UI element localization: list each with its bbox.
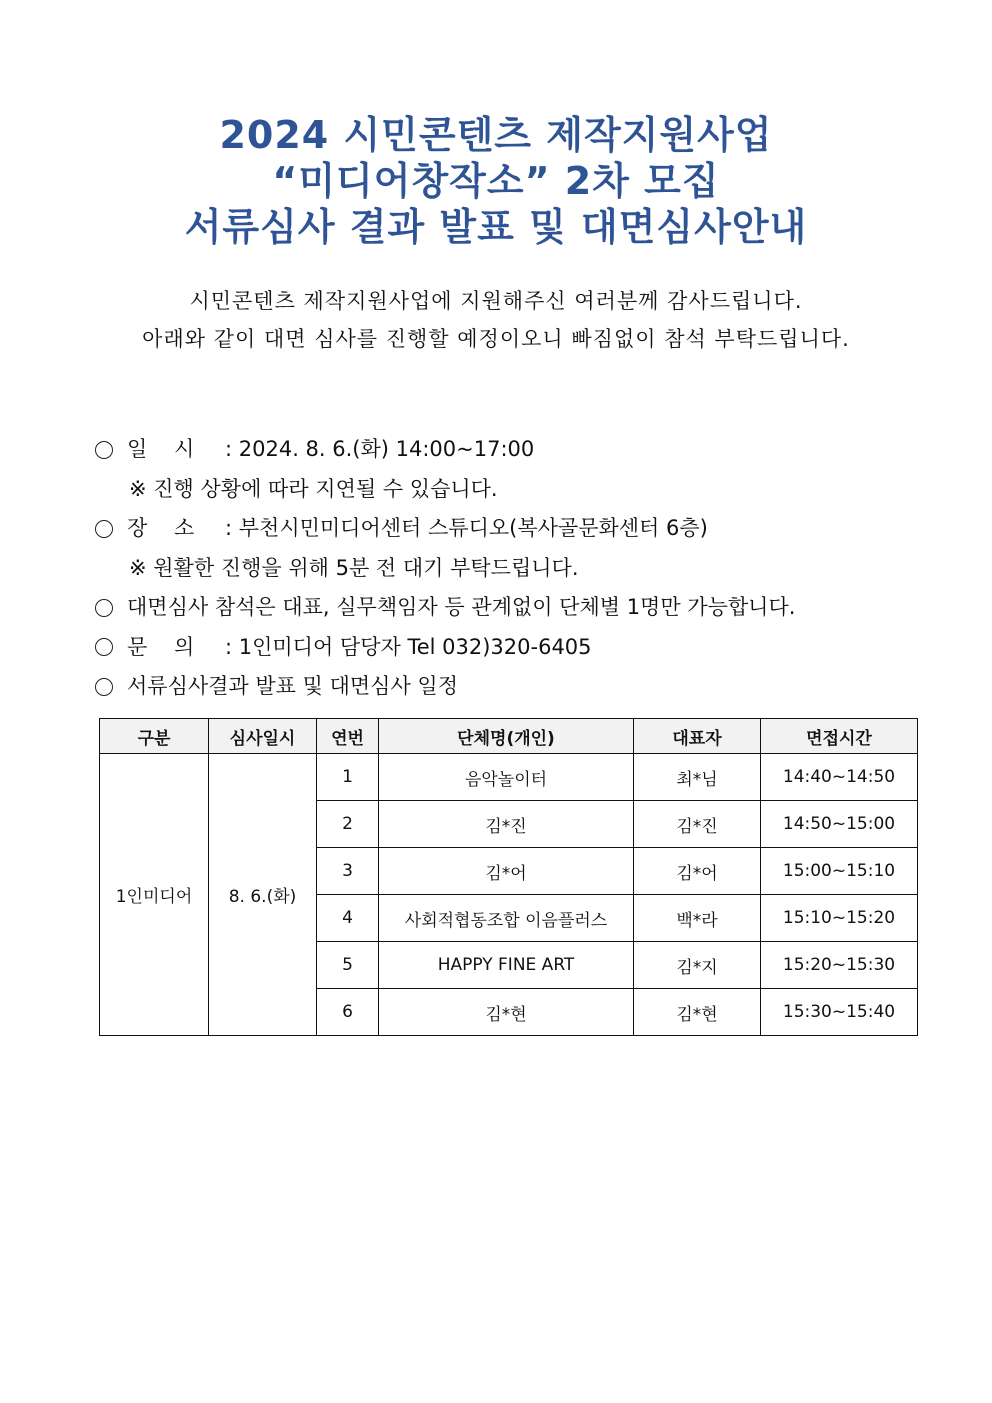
representative-cell: 김*어 (634, 848, 761, 895)
number-cell: 2 (317, 801, 379, 848)
representative-cell: 김*진 (634, 801, 761, 848)
document-title (0, 112, 992, 250)
place-value: : 부천시민미디어센터 스튜디오(복사골문화센터 6층) (225, 516, 708, 540)
review-date-cell: 8. 6.(화) (209, 754, 317, 1036)
interview-time-cell: 15:10~15:20 (761, 895, 918, 942)
representative-cell: 최*님 (634, 754, 761, 801)
info-date (95, 430, 955, 470)
circle-bullet-icon (95, 638, 113, 656)
header-category: 구분 (100, 719, 209, 754)
group-name-cell: 김*진 (379, 801, 634, 848)
contact-value: : 1인미디어 담당자 Tel 032)320-6405 (225, 634, 592, 659)
title-line-1: 2024 시민콘텐츠 제작지원사업 (219, 113, 773, 157)
info-attendance (95, 588, 955, 628)
date-label: 일 시 (127, 437, 195, 461)
category-cell: 1인미디어 (100, 754, 209, 1036)
info-list (95, 430, 955, 707)
group-name-cell: 음악놀이터 (379, 754, 634, 801)
circle-bullet-icon (95, 678, 113, 696)
group-name-cell: 김*현 (379, 989, 634, 1036)
intro-line-2: 아래와 같이 대면 심사를 진행할 예정이오니 빠짐없이 참석 부탁드립니다. (142, 327, 850, 351)
header-interview-time: 면접시간 (761, 719, 918, 754)
interview-time-cell: 15:30~15:40 (761, 989, 918, 1036)
header-number: 연번 (317, 719, 379, 754)
number-cell: 3 (317, 848, 379, 895)
group-name-cell: 사회적협동조합 이음플러스 (379, 895, 634, 942)
interview-time-cell: 14:40~14:50 (761, 754, 918, 801)
representative-cell: 김*현 (634, 989, 761, 1036)
header-representative: 대표자 (634, 719, 761, 754)
header-group-name: 단체명(개인) (379, 719, 634, 754)
table-row (100, 754, 918, 801)
number-cell: 4 (317, 895, 379, 942)
schedule-table (99, 718, 918, 1036)
date-note: ※ 진행 상황에 따라 지연될 수 있습니다. (129, 476, 498, 501)
interview-time-cell: 15:20~15:30 (761, 942, 918, 989)
representative-cell: 김*지 (634, 942, 761, 989)
attendance-text: 대면심사 참석은 대표, 실무책임자 등 관계없이 단체별 1명만 가능합니다. (127, 595, 796, 619)
place-note: ※ 원활한 진행을 위해 5분 전 대기 부탁드립니다. (129, 555, 579, 580)
circle-bullet-icon (95, 599, 113, 617)
info-schedule (95, 667, 955, 707)
title-line-2: “미디어창작소” 2차 모집 (272, 159, 720, 203)
info-contact (95, 628, 955, 668)
circle-bullet-icon (95, 520, 113, 538)
interview-time-cell: 14:50~15:00 (761, 801, 918, 848)
circle-bullet-icon (95, 441, 113, 459)
intro-text (0, 282, 992, 358)
schedule-heading: 서류심사결과 발표 및 대면심사 일정 (127, 674, 458, 698)
header-review-date: 심사일시 (209, 719, 317, 754)
number-cell: 1 (317, 754, 379, 801)
place-label: 장 소 (127, 516, 195, 540)
number-cell: 6 (317, 989, 379, 1036)
number-cell: 5 (317, 942, 379, 989)
contact-label: 문 의 (127, 634, 195, 659)
interview-time-cell: 15:00~15:10 (761, 848, 918, 895)
info-place (95, 509, 955, 549)
table-header-row (100, 719, 918, 754)
representative-cell: 백*라 (634, 895, 761, 942)
group-name-cell: 김*어 (379, 848, 634, 895)
group-name-cell: HAPPY FINE ART (379, 942, 634, 989)
title-line-3: 서류심사 결과 발표 및 대면심사안내 (184, 205, 808, 249)
date-value: : 2024. 8. 6.(화) 14:00~17:00 (225, 437, 535, 461)
intro-line-1: 시민콘텐츠 제작지원사업에 지원해주신 여러분께 감사드립니다. (189, 289, 803, 313)
